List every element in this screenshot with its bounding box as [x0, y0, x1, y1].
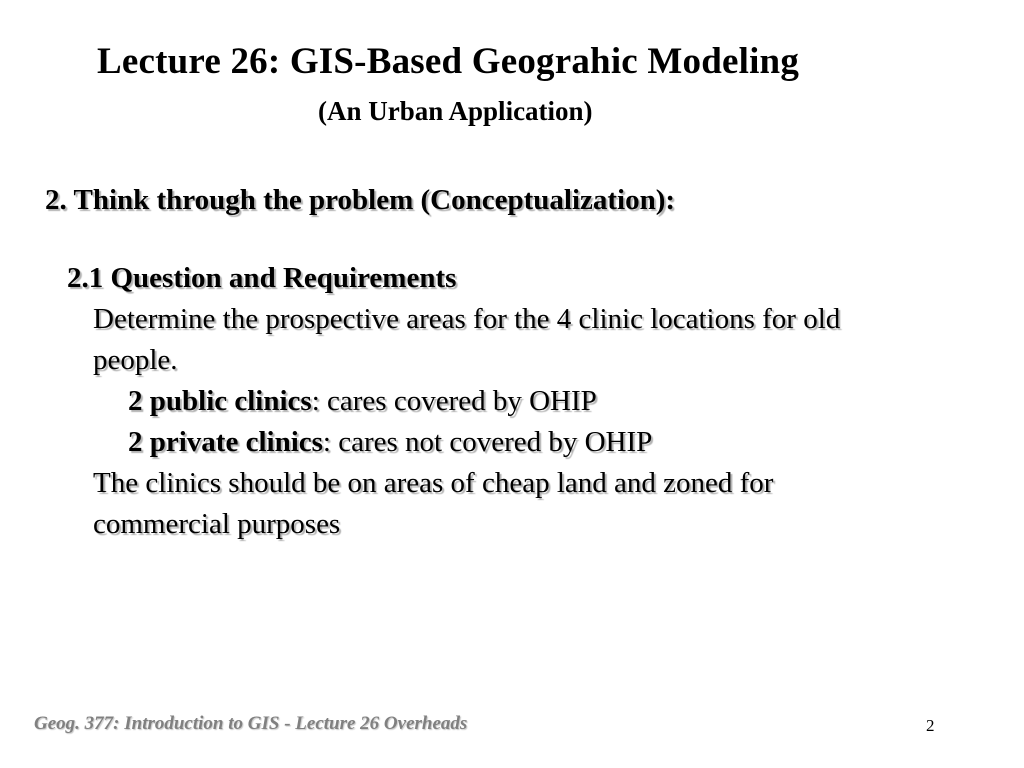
subsection-heading: 2.1 Question and Requirements [67, 262, 457, 294]
footer-text: Geog. 377: Introduction to GIS - Lecture 26 Overheads [34, 713, 468, 734]
slide-title: Lecture 26: GIS-Based Geograhic Modeling [97, 41, 800, 82]
section-heading: 2. Think through the problem (Conceptualization): [45, 184, 676, 216]
bullet-text: : cares not covered by OHIP [322, 426, 653, 458]
page-number: 2 [926, 716, 935, 735]
paragraph-clinic-locations: Determine the prospective areas for the 4 clinic locations for old people. [93, 303, 841, 376]
bullet-label: 2 private clinics [128, 426, 323, 458]
slide-content [67, 258, 913, 545]
bullet-text: : cares covered by OHIP [311, 385, 597, 417]
list-item [128, 422, 913, 463]
list-item [128, 381, 913, 422]
paragraph-land-requirements: The clinics should be on areas of cheap land and zoned for commercial purposes [93, 467, 774, 540]
bullet-label: 2 public clinics [128, 385, 312, 417]
slide-subtitle: (An Urban Application) [318, 96, 593, 126]
